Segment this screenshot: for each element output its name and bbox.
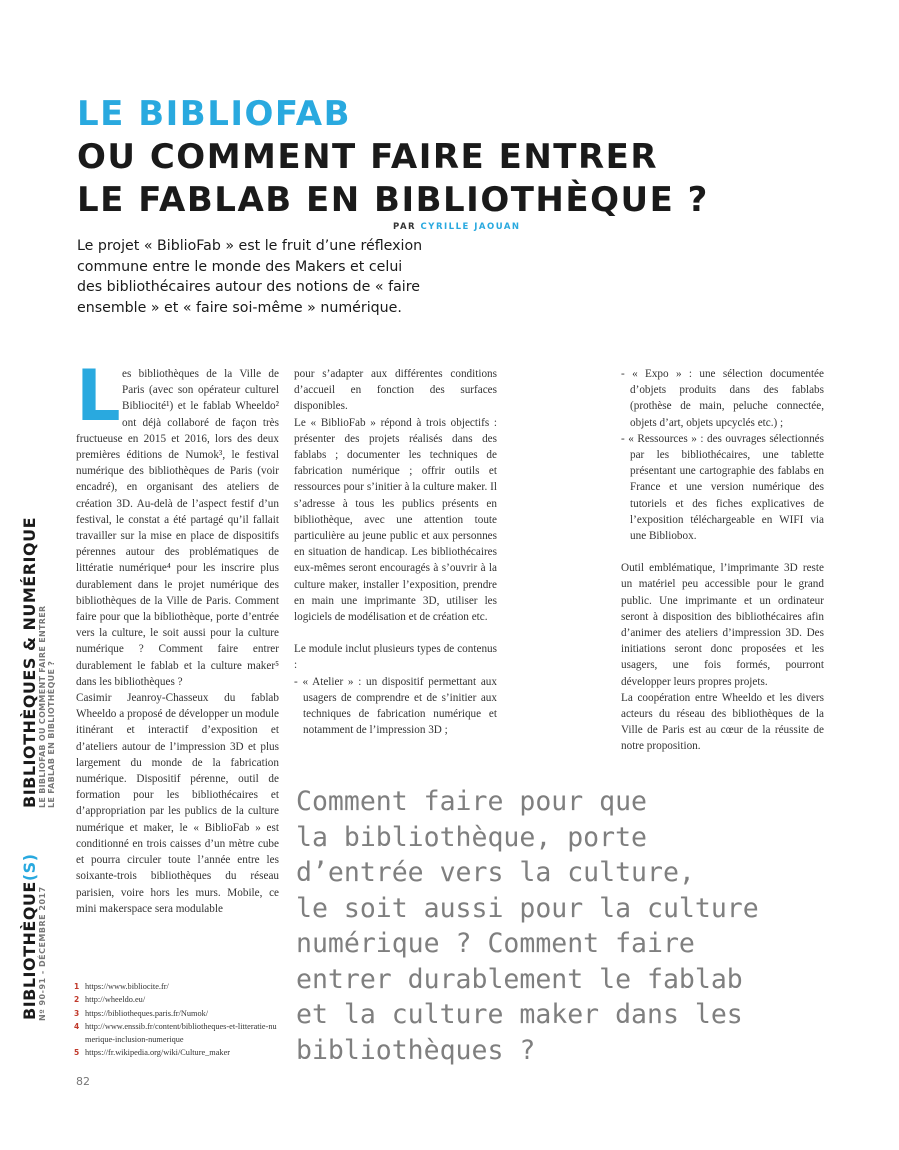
footnote [74, 993, 280, 1006]
title-line-2: OU COMMENT FAIRE ENTRER [77, 137, 659, 177]
paragraph-gap [621, 544, 824, 560]
list-item: - « Ressources » : des ouvrages sélectionnés par les bibliothécaires, une tablette présentant une cartographie des fablabs en France et une version numérique des tutoriels et des fiches explicatives de l’exposition téléchargeable en WIFI via une Bibliobox. [621, 432, 824, 543]
footnotes [74, 980, 280, 1060]
pull-quote-line: d’entrée vers la culture, [296, 857, 695, 888]
footnote [74, 1007, 280, 1020]
footnote-number: 5 [74, 1048, 80, 1058]
footnote-number: 1 [74, 982, 80, 991]
footnote-link[interactable]: http://wheeldo.eu/ [85, 995, 146, 1005]
pull-quote-line: Comment faire pour que [296, 786, 647, 817]
pull-quote-line: et la culture maker dans les [296, 999, 743, 1030]
footnote-number: 4 [74, 1021, 80, 1031]
pull-quote-line: entrer durablement le fablab [296, 963, 743, 995]
section-title: BIBLIOTHÈQUES & NUMÉRIQUE [20, 517, 39, 808]
footnote [74, 1046, 280, 1059]
article-title-small-1: LE BIBLIOFAB OU COMMENT FAIRE ENTRER [38, 605, 47, 808]
title-line-1: LE BIBLIOFAB [77, 94, 351, 134]
drop-cap: L [76, 355, 121, 437]
article-title-small-2: LE FABLAB EN BIBLIOTHÈQUE ? [47, 660, 56, 808]
chapo [77, 236, 507, 318]
paragraph: La coopération entre Wheeldo et les divers acteurs du réseau des bibliothèques de la Ville de Paris est au cœur de la réussite de notre proposition. [621, 691, 824, 753]
paragraph: Casimir Jeanroy-Chasseux du fablab Wheeldo a proposé de développer un module itinérant et interactif d’exposition et d’ateliers autour de l’impression 3D et plus largement du monde de la fabrication numérique. Dispositif pérenne, outil de formation pour les bibliothécaires et d’appropriation par les publics de la culture numérique et maker, le « BiblioFab » est conditionné en trois caisses d’un mètre cube et pourra circuler toute l’année entre les soixante-trois bibliothèques du réseau parisien, voire hors les murs. Mobile, ce mini makerspace sera modulable [76, 692, 279, 915]
list-item: - « Expo » : une sélection documentée d’objets produits dans des fablabs (prothèse de main, peluche connectée, objets d’art, objets upcyclés etc.) ; [621, 368, 824, 429]
paragraph-gap [294, 625, 497, 641]
pull-quote-line: la bibliothèque, porte [296, 821, 647, 853]
magazine-name-suffix: (S) [20, 853, 39, 882]
body-column-3 [621, 366, 824, 755]
paragraph: Outil emblématique, l’imprimante 3D reste un matériel peu accessible pour le grand public. Une imprimante et un ordinateur seront à disposition des bibliothécaires afin d’animer des ateliers d’impression 3D. Des initiations seront donc proposées et les usagers, une fois formés, pourront développer leurs propres projets. [621, 562, 824, 688]
page-number: 82 [76, 1075, 90, 1088]
byline-prefix: PAR [393, 222, 417, 232]
body-column-1 [76, 355, 279, 917]
magazine-name [20, 853, 39, 1020]
footnote [74, 1020, 280, 1047]
paragraph: Le module inclut plusieurs types de contenus : [294, 643, 497, 672]
byline-author: CYRILLE JAOUAN [420, 222, 521, 232]
chapo-line: Le projet « BiblioFab » est le fruit d’une réflexion [77, 238, 423, 254]
footnote-link[interactable]: https://www.bibliocite.fr/ [85, 982, 169, 991]
paragraph: pour s’adapter aux différentes conditions d’accueil en fonction des surfaces disponibles. [294, 368, 497, 413]
footnote-link[interactable]: http://www.enssib.fr/content/bibliotheques-et-litteratie-numerique-inclusion-numerique [85, 1021, 277, 1045]
chapo-line: commune entre le monde des Makers et celui [77, 258, 403, 275]
paragraph: Le « BiblioFab » répond à trois objectifs : présenter des projets réalisés dans des fablabs ; documenter les techniques de fabrication numérique ; offrir outils et ressources pour s’initier à la culture maker. Il s’adresse à tous les publics présents en bibliothèque, avec une attention toute particulière au jeune public et aux personnes en situation de handicap. Les bibliothécaires eux-mêmes seront encouragés à s’ouvrir à la culture maker, installer l’exposition, prendre en main une imprimante 3D, utiliser les logiciels de modélisation et de création etc. [294, 416, 497, 624]
footnote-number: 2 [74, 995, 80, 1005]
footnote [74, 980, 280, 993]
pull-quote-line: bibliothèques ? [296, 1034, 536, 1066]
body-column-2 [294, 366, 497, 738]
paragraph: es bibliothèques de la Ville de Paris (avec son opérateur culturel Bibliocité¹) et le fablab Wheeldo² ont déjà collaboré de façon très fructueuse en 2015 et 2016, lors des deux premières éditions de Numok³, le festival numérique des bibliothèques de Paris (voir encadré), en organisant des ateliers de création 3D. Au-delà de l’aspect festif d’un festival, le constat a été partagé qu’il fallait travailler sur la mise en place de dispositifs pérennes autour des problématiques de littératie numérique⁴ pour les inscrire plus durablement dans le projet numérique des bibliothèques de la Ville de Paris. Comment faire pour que la bibliothèque, porte d’entrée vers la culture, le soit aussi pour la culture numérique ? Comment faire entrer durablement le fablab et la culture maker⁵ dans les bibliothèques ? [76, 368, 279, 688]
pull-quote-line: le soit aussi pour la culture [296, 892, 759, 924]
list-item: - « Atelier » : un dispositif permettant aux usagers de comprendre et de s’initier aux techniques de fabrication numérique et notamment de l’impression 3D ; [294, 675, 497, 737]
pull-quote-line: numérique ? Comment faire [296, 928, 695, 959]
pull-quote [296, 784, 836, 1068]
title-line-3: LE FABLAB EN BIBLIOTHÈQUE ? [77, 180, 709, 220]
footnote-number: 3 [74, 1008, 80, 1018]
footnote-link[interactable]: https://fr.wikipedia.org/wiki/Culture_maker [85, 1048, 231, 1058]
chapo-line: des bibliothécaires autour des notions de « faire [77, 279, 420, 295]
footnote-link[interactable]: https://bibliotheques.paris.fr/Numok/ [85, 1008, 209, 1018]
issue-info: Nº 90-91 - DÉCEMBRE 2017 [38, 886, 47, 1021]
magazine-name-text: BIBLIOTHÈQUE [20, 881, 39, 1020]
byline [393, 222, 521, 232]
chapo-line: ensemble » et « faire soi-même » numérique. [77, 299, 402, 316]
